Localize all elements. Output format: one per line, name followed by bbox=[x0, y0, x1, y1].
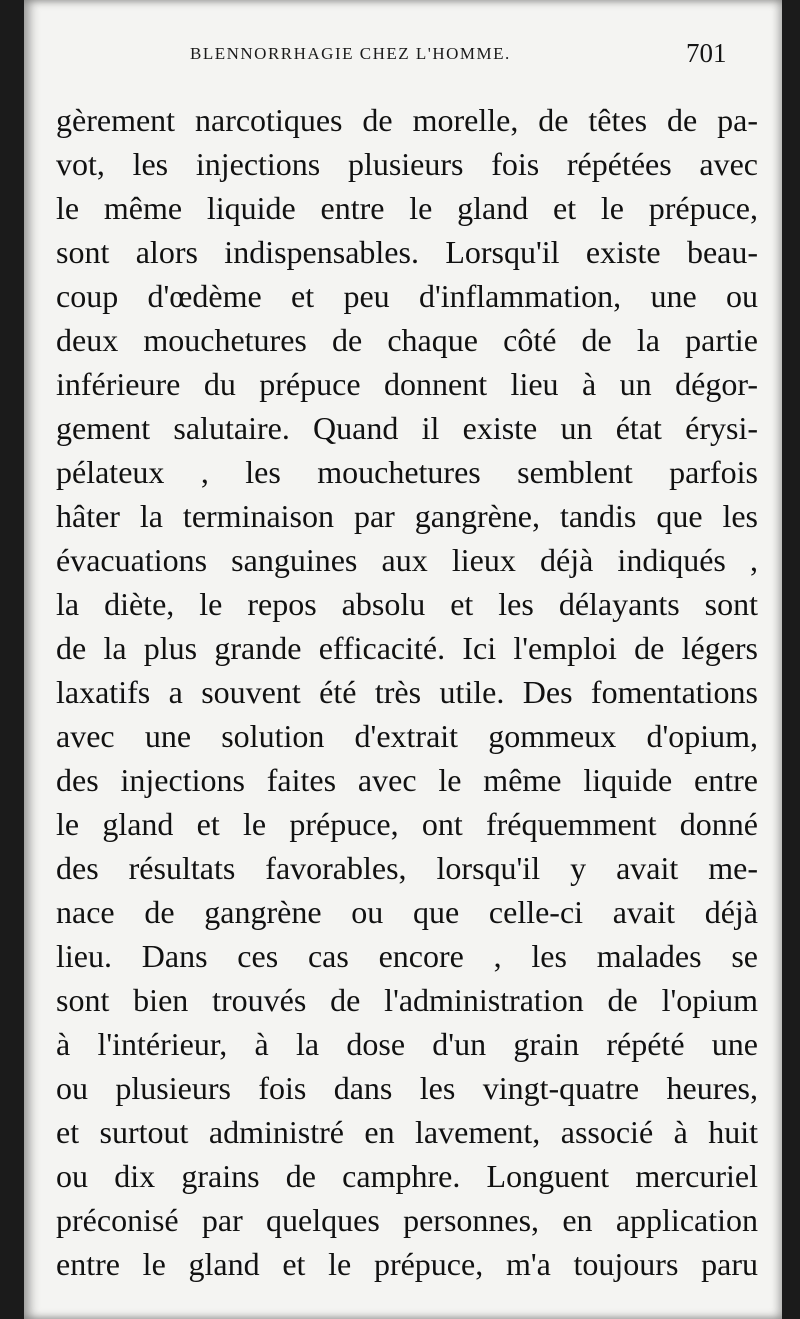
text-line: et surtout administré en lavement, associé à huit bbox=[56, 1114, 758, 1150]
text-line: évacuations sanguines aux lieux déjà indiqués , bbox=[56, 542, 758, 578]
text-line: préconisé par quelques personnes, en application bbox=[56, 1202, 758, 1238]
text-line: sont bien trouvés de l'administration de l'opium bbox=[56, 982, 758, 1018]
text-line: nace de gangrène ou que celle-ci avait déjà bbox=[56, 894, 758, 930]
book-page bbox=[24, 0, 782, 1319]
text-line: pélateux , les mouchetures semblent parfois bbox=[56, 454, 758, 490]
text-line: gèrement narcotiques de morelle, de têtes de pa- bbox=[56, 102, 758, 138]
text-line: de la plus grande efficacité. Ici l'emploi de légers bbox=[56, 630, 758, 666]
text-line: sont alors indispensables. Lorsqu'il existe beau- bbox=[56, 234, 758, 270]
text-line: vot, les injections plusieurs fois répétées avec bbox=[56, 146, 758, 182]
text-line: ou dix grains de camphre. Longuent mercuriel bbox=[56, 1158, 758, 1194]
text-line: gement salutaire. Quand il existe un état érysi- bbox=[56, 410, 758, 446]
text-line: des injections faites avec le même liquide entre bbox=[56, 762, 758, 798]
text-line: deux mouchetures de chaque côté de la partie bbox=[56, 322, 758, 358]
text-line: à l'intérieur, à la dose d'un grain répété une bbox=[56, 1026, 758, 1062]
body-text bbox=[56, 98, 758, 1286]
text-line: lieu. Dans ces cas encore , les malades se bbox=[56, 938, 758, 974]
text-line: ou plusieurs fois dans les vingt-quatre heures, bbox=[56, 1070, 758, 1106]
text-line: des résultats favorables, lorsqu'il y avait me- bbox=[56, 850, 758, 886]
text-line: laxatifs a souvent été très utile. Des fomentations bbox=[56, 674, 758, 710]
text-line: la diète, le repos absolu et les délayants sont bbox=[56, 586, 758, 622]
text-line: hâter la terminaison par gangrène, tandis que les bbox=[56, 498, 758, 534]
text-line: avec une solution d'extrait gommeux d'opium, bbox=[56, 718, 758, 754]
text-line: inférieure du prépuce donnent lieu à un dégor- bbox=[56, 366, 758, 402]
text-line: le gland et le prépuce, ont fréquemment donné bbox=[56, 806, 758, 842]
text-line: le même liquide entre le gland et le prépuce, bbox=[56, 190, 758, 226]
running-head: BLENNORRHAGIE CHEZ L'HOMME. bbox=[190, 44, 511, 63]
text-line: entre le gland et le prépuce, m'a toujours paru bbox=[56, 1246, 758, 1282]
text-line: coup d'œdème et peu d'inflammation, une ou bbox=[56, 278, 758, 314]
page-number: 701 bbox=[686, 38, 727, 68]
